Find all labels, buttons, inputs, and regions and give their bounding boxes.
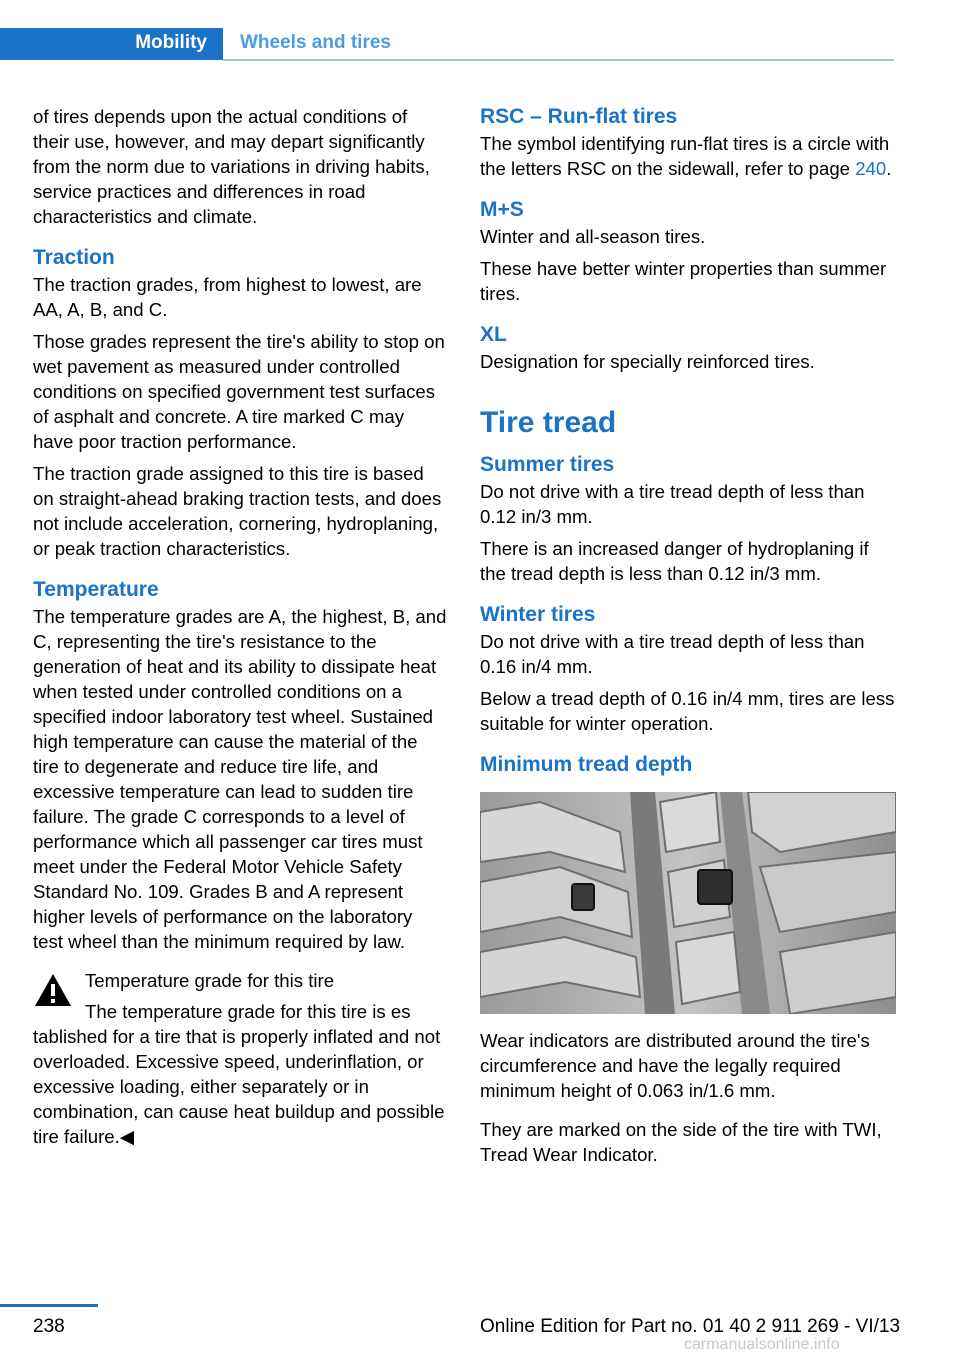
section-tab-wheels-and-tires[interactable]: Wheels and tires bbox=[240, 32, 391, 53]
rsc-period: . bbox=[886, 158, 892, 179]
page-header bbox=[0, 28, 894, 62]
summer-paragraph-1: Do not drive with a tire tread depth of less than 0.12 in/3 mm. bbox=[480, 481, 865, 527]
xl-heading: XL bbox=[480, 323, 507, 346]
rsc-heading: RSC – Run-flat tires bbox=[480, 105, 678, 128]
traction-heading: Traction bbox=[33, 246, 115, 269]
warning-title: Temperature grade for this tire bbox=[85, 970, 335, 991]
edition-text: Online Edition for Part no. 01 40 2 911 269 - VI/13 bbox=[480, 1316, 901, 1337]
winter-paragraph-1: Do not drive with a tire tread depth of less than 0.16 in/4 mm. bbox=[480, 631, 865, 677]
page-number: 238 bbox=[33, 1316, 65, 1337]
traction-paragraph-1: The traction grades, from highest to lowest, are AA, A, B, and C. bbox=[33, 274, 422, 320]
summer-tires-heading: Summer tires bbox=[480, 453, 615, 476]
page-link-240[interactable]: 240 bbox=[855, 158, 887, 179]
tire-tread-heading: Tire tread bbox=[480, 406, 617, 439]
right-column bbox=[480, 104, 896, 1174]
header-divider bbox=[223, 59, 894, 61]
temperature-paragraph: The temperature grades are A, the highest, B, and C, representing the tire's resistance to the generation of heat and its ability to dissipate heat when tested under controlled conditions on a specified indoor laboratory test wheel. Sustained high temperature can cause the material of the tire to degenerate and reduce tire life, and excessive temperature can lead to sudden tire failure. The grade C corresponds to a level of performance which all passenger car tires must meet under the Federal Motor Vehicle Safety Standard No. 109. Grades B and A represent higher levels of performance on the laboratory test wheel than the minimum required by law. bbox=[33, 606, 447, 952]
warning-triangle-icon bbox=[33, 972, 73, 1008]
tire-tread-illustration bbox=[480, 792, 896, 1014]
warning-body-start: The temperature grade for this tire is es bbox=[85, 1001, 411, 1022]
warning-box bbox=[33, 968, 447, 1149]
left-column bbox=[33, 104, 447, 1156]
section-tab-mobility[interactable]: Mobility bbox=[0, 28, 223, 60]
warning-body-rest: tablished for a tire that is properly inflated and not overloaded. Excessive speed, underinflation, or excessive loading, either separately or in combination, can cause heat buildup and possible tire failure.◀ bbox=[33, 1026, 445, 1147]
xl-paragraph: Designation for specially reinforced tires. bbox=[480, 351, 815, 372]
tread-wear-indicator-illustration bbox=[480, 792, 896, 1014]
summer-paragraph-2: There is an increased danger of hydroplaning if the tread depth is less than 0.12 in/3 mm. bbox=[480, 538, 869, 584]
winter-paragraph-2: Below a tread depth of 0.16 in/4 mm, tires are less suitable for winter operation. bbox=[480, 688, 895, 734]
winter-tires-heading: Winter tires bbox=[480, 603, 596, 626]
minimum-paragraph-2: They are marked on the side of the tire with TWI, Tread Wear Indicator. bbox=[480, 1119, 882, 1165]
traction-paragraph-3: The traction grade assigned to this tire is based on straight-ahead braking traction tests, and does not include acceleration, cornering, hydroplaning, or peak traction characteristics. bbox=[33, 463, 442, 559]
ms-heading: M+S bbox=[480, 198, 524, 221]
traction-paragraph-2: Those grades represent the tire's ability to stop on wet pavement as measured under controlled conditions on specified government test surfaces of asphalt and concrete. A tire marked C may have poor traction performance. bbox=[33, 331, 445, 452]
minimum-paragraph-1: Wear indicators are distributed around the tire's circumference and have the legally required minimum height of 0.063 in/1.6 mm. bbox=[480, 1030, 870, 1101]
watermark: carmanualsonline.info bbox=[684, 1336, 840, 1353]
intro-paragraph: of tires depends upon the actual conditions of their use, however, and may depart significantly from the norm due to variations in driving habits, service practices and differences in road characteristics and climate. bbox=[33, 106, 430, 227]
temperature-heading: Temperature bbox=[33, 578, 159, 601]
rsc-paragraph bbox=[480, 131, 896, 181]
rsc-text: The symbol identifying run-flat tires is a circle with the letters RSC on the sidewall, refer to page bbox=[480, 133, 890, 179]
footer-divider bbox=[0, 1304, 98, 1307]
ms-paragraph-1: Winter and all-season tires. bbox=[480, 226, 706, 247]
minimum-tread-depth-heading: Minimum tread depth bbox=[480, 753, 693, 776]
ms-paragraph-2: These have better winter properties than summer tires. bbox=[480, 258, 887, 304]
